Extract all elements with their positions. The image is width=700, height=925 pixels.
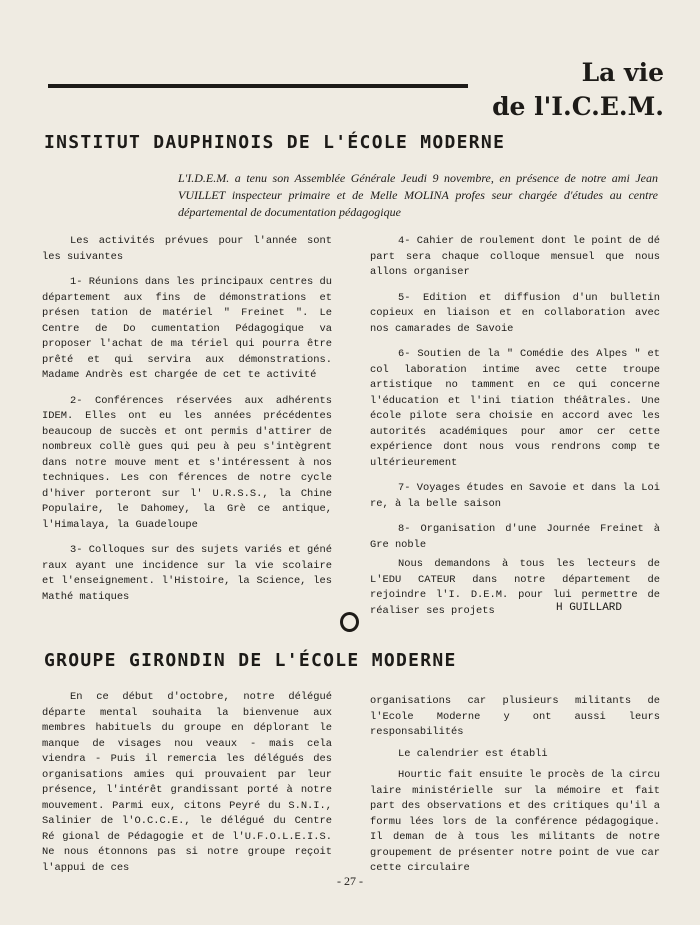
girondin-right-column (370, 694, 660, 877)
paragraph: 5- Edition et diffusion d'un bulletin copieux en liaison et en collaboration avec nos camarades de Savoie (370, 291, 660, 335)
paragraph: 4- Cahier de roulement dont le point de dé part sera chaque colloque mensuel que nous allons organiser (370, 235, 660, 278)
section-separator-circle (340, 612, 359, 632)
paragraph: Les activités prévues pour l'année sont les suivantes (42, 235, 332, 263)
idem-right-column (370, 234, 660, 619)
header-rule (48, 84, 468, 88)
paragraph: 7- Voyages études en Savoie et dans la Loi re, à la belle saison (370, 482, 660, 510)
paragraph: Nous demandons à tous les lecteurs de L'EDU CATEUR dans notre département de rejoindre l'I. D.E.M. pour lui permettre de réaliser ses projets (370, 558, 660, 617)
paragraph: En ce début d'octobre, notre délégué départe mental souhaita la bienvenue aux membres habituels du groupe en déplorant le manque de visages nou veaux - mais cela viendra - Puis il remercia les délégués des organisations amies qui prouvaient par leur présence, l'intérêt grandissant porté à notre mouvement. Parmi eux, citons Peyré du S.N.I., Salinier de l'O.C.C.E., le délégué du Centre Ré gional de Pédagogie et de l'U.F.O.L.E.I.S. Ne nous étonnons pas si notre groupe reçoit l'appui de ces (42, 691, 332, 874)
girondin-left-column (42, 690, 332, 876)
paragraph: 6- Soutien de la " Comédie des Alpes " et col laboration intime avec cette troupe artistique no tamment en ce qui concerne l'éducation et l'ini tiation théâtrales. Une école pilote sera choisie en accord avec les autorités académiques pour amor cer cette expérience dont nous vous rendrons comp te ultérieurement (370, 348, 660, 469)
paragraph: Hourtic fait ensuite le procès de la circu laire ministérielle sur la mémoire et fait part des observations et des critiques qu'il a formu lées lors de la conférence pédagogique. Il deman de à tous les militants de notre groupement de présenter notre point de vue car cette circulaire (370, 769, 660, 874)
section-title-idem: INSTITUT DAUPHINOIS DE L'ÉCOLE MODERNE (44, 132, 506, 153)
intro-paragraph: L'I.D.E.M. a tenu son Assemblée Générale Jeudi 9 novembre, en présence de notre ami Jean VUILLET inspecteur primaire et de Melle MOLINA profes seur chargée d'études au centre départemental de documentation pédagogique (178, 171, 658, 219)
section-title-girondin: GROUPE GIRONDIN DE L'ÉCOLE MODERNE (44, 650, 457, 671)
paragraph: 3- Colloques sur des sujets variés et géné raux ayant une incidence sur la vie scolaire et l'enseignement. l'Histoire, la Science, les Mathé matiques (42, 544, 332, 603)
paragraph: 1- Réunions dans les principaux centres du département aux fins de démonstrations et présen tation de matériel " Freinet ". Le Centre de Do cumentation Pédagogique va proposer l'achat de ma tériel qui pourra être prêté et qui servira aux démonstrations. Madame Andrès est chargée de cet te activité (42, 276, 332, 381)
page-number: - 27 - (337, 874, 363, 888)
paragraph: 8- Organisation d'une Journée Freinet à Gre noble (370, 523, 660, 551)
page-heading (464, 56, 664, 124)
idem-left-column (42, 234, 332, 605)
paragraph: organisations car plusieurs militants de l'Ecole Moderne y ont aussi leurs responsabilités (370, 695, 660, 738)
paragraph: 2- Conférences réservées aux adhérents IDEM. Elles ont eu les années précédentes beaucoup de succès et ont permis d'attirer de nombreux collè gues qui peu à peu s'intègrent dans notre mouve ment et s'intéressent à nos techniques. Les con férences de notre cycle d'hiver porteront sur l' U.R.S.S., la Chine Populaire, le Dahomey, la Grè ce antique, l'Himalaya, la Guadeloupe (42, 394, 332, 531)
signature: H GUILLARD (556, 602, 623, 614)
heading-line-1: La vie (581, 58, 664, 87)
heading-line-2: de l'I.C.E.M. (492, 92, 664, 121)
paragraph: Le calendrier est établi (398, 747, 548, 760)
